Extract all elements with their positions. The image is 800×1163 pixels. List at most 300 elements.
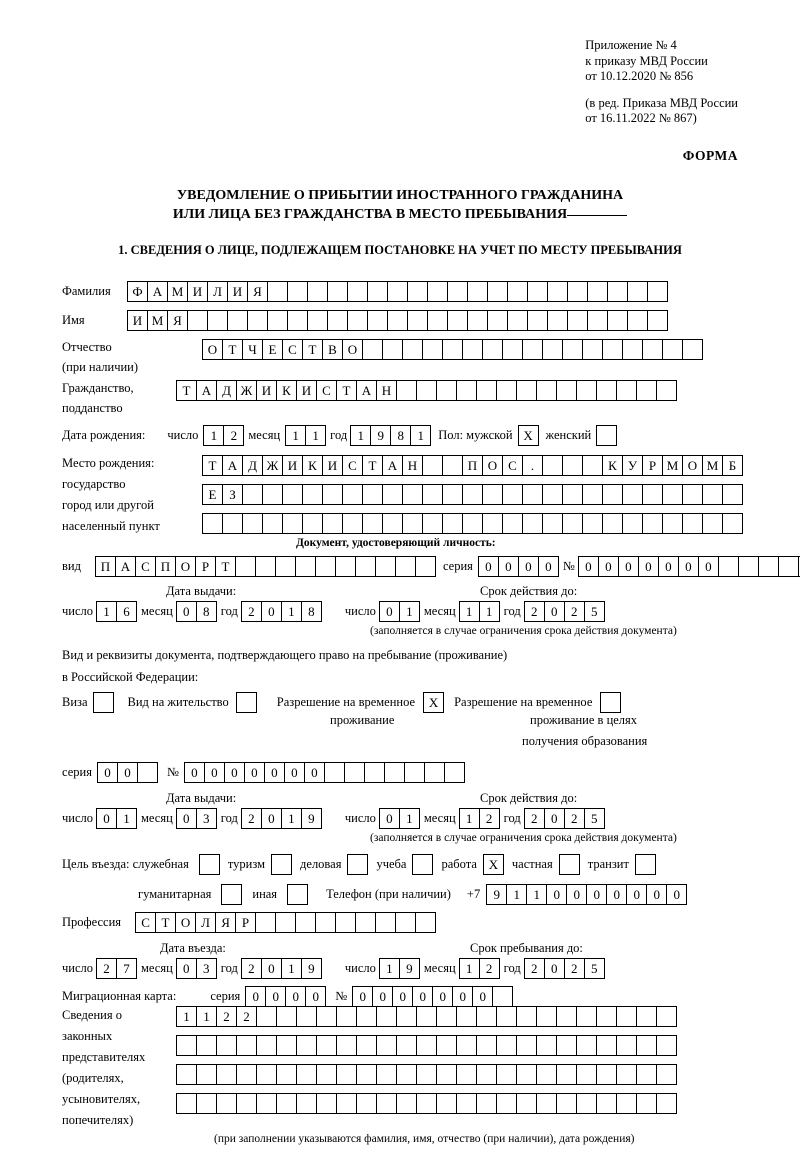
char-cell[interactable] <box>344 762 365 783</box>
char-cell[interactable]: 1 <box>281 601 302 622</box>
char-cell[interactable]: Д <box>242 455 263 476</box>
char-cell[interactable] <box>187 310 208 331</box>
char-cell[interactable] <box>758 556 779 577</box>
char-cell[interactable]: 5 <box>584 601 605 622</box>
char-cell[interactable]: 0 <box>97 762 118 783</box>
char-cell[interactable]: 1 <box>203 425 224 446</box>
char-cell[interactable]: 2 <box>524 958 545 979</box>
char-cell[interactable] <box>315 912 336 933</box>
char-cell[interactable]: 0 <box>305 986 326 1007</box>
birth-day-input[interactable] <box>203 425 243 446</box>
char-cell[interactable] <box>287 310 308 331</box>
char-cell[interactable] <box>602 484 623 505</box>
char-cell[interactable]: 0 <box>304 762 325 783</box>
char-cell[interactable] <box>647 281 668 302</box>
char-cell[interactable]: 5 <box>584 808 605 829</box>
char-cell[interactable]: С <box>316 380 337 401</box>
char-cell[interactable]: А <box>356 380 377 401</box>
char-cell[interactable] <box>402 484 423 505</box>
char-cell[interactable] <box>276 1093 297 1114</box>
char-cell[interactable] <box>322 484 343 505</box>
char-cell[interactable]: Ж <box>236 380 257 401</box>
char-cell[interactable] <box>622 484 643 505</box>
birth-year-input[interactable] <box>350 425 430 446</box>
char-cell[interactable] <box>227 310 248 331</box>
char-cell[interactable] <box>256 1035 277 1056</box>
char-cell[interactable] <box>436 1093 457 1114</box>
doc-issue-day-input[interactable] <box>96 601 136 622</box>
char-cell[interactable]: 1 <box>281 808 302 829</box>
char-cell[interactable]: 0 <box>606 884 627 905</box>
char-cell[interactable]: 9 <box>370 425 391 446</box>
char-cell[interactable] <box>364 762 385 783</box>
char-cell[interactable]: 0 <box>284 762 305 783</box>
char-cell[interactable] <box>536 1093 557 1114</box>
char-cell[interactable] <box>496 380 517 401</box>
char-cell[interactable] <box>456 380 477 401</box>
char-cell[interactable] <box>416 380 437 401</box>
entry-month-input[interactable] <box>176 958 216 979</box>
char-cell[interactable] <box>347 281 368 302</box>
char-cell[interactable] <box>596 1093 617 1114</box>
char-cell[interactable] <box>516 1093 537 1114</box>
char-cell[interactable] <box>362 484 383 505</box>
char-cell[interactable] <box>396 380 417 401</box>
char-cell[interactable] <box>702 484 723 505</box>
char-cell[interactable] <box>242 513 263 534</box>
char-cell[interactable] <box>516 1035 537 1056</box>
char-cell[interactable] <box>442 339 463 360</box>
char-cell[interactable]: А <box>222 455 243 476</box>
char-cell[interactable] <box>656 1093 677 1114</box>
char-cell[interactable]: 1 <box>350 425 371 446</box>
char-cell[interactable]: 1 <box>479 601 500 622</box>
char-cell[interactable] <box>576 1064 597 1085</box>
char-cell[interactable] <box>722 513 743 534</box>
char-cell[interactable]: 0 <box>544 958 565 979</box>
char-cell[interactable] <box>336 1006 357 1027</box>
char-cell[interactable] <box>682 339 703 360</box>
char-cell[interactable]: Т <box>155 912 176 933</box>
char-cell[interactable]: Т <box>202 455 223 476</box>
char-cell[interactable]: 2 <box>223 425 244 446</box>
char-cell[interactable]: 0 <box>96 808 117 829</box>
char-cell[interactable]: 0 <box>638 556 659 577</box>
char-cell[interactable]: 0 <box>204 762 225 783</box>
char-cell[interactable] <box>587 310 608 331</box>
char-cell[interactable]: 0 <box>538 556 559 577</box>
char-cell[interactable] <box>396 1035 417 1056</box>
char-cell[interactable] <box>176 1093 197 1114</box>
char-cell[interactable]: И <box>322 455 343 476</box>
char-cell[interactable]: И <box>282 455 303 476</box>
char-cell[interactable] <box>636 380 657 401</box>
char-cell[interactable]: 2 <box>564 601 585 622</box>
char-cell[interactable]: 1 <box>459 958 480 979</box>
char-cell[interactable]: О <box>202 339 223 360</box>
char-cell[interactable] <box>255 912 276 933</box>
char-cell[interactable] <box>342 484 363 505</box>
char-cell[interactable]: 0 <box>352 986 373 1007</box>
char-cell[interactable] <box>302 484 323 505</box>
char-cell[interactable]: 2 <box>564 958 585 979</box>
char-cell[interactable] <box>296 1064 317 1085</box>
birth-place-input-3[interactable] <box>202 513 742 534</box>
char-cell[interactable] <box>356 1093 377 1114</box>
char-cell[interactable]: 2 <box>241 808 262 829</box>
char-cell[interactable]: 8 <box>301 601 322 622</box>
char-cell[interactable] <box>556 1093 577 1114</box>
char-cell[interactable]: 0 <box>478 556 499 577</box>
char-cell[interactable] <box>476 1093 497 1114</box>
char-cell[interactable] <box>375 556 396 577</box>
char-cell[interactable]: 0 <box>472 986 493 1007</box>
char-cell[interactable] <box>242 484 263 505</box>
char-cell[interactable]: 1 <box>116 808 137 829</box>
char-cell[interactable] <box>567 310 588 331</box>
char-cell[interactable]: П <box>462 455 483 476</box>
entry-day-input[interactable] <box>96 958 136 979</box>
char-cell[interactable]: 1 <box>176 1006 197 1027</box>
char-cell[interactable] <box>375 912 396 933</box>
char-cell[interactable]: 0 <box>176 808 197 829</box>
char-cell[interactable] <box>576 1035 597 1056</box>
char-cell[interactable]: М <box>702 455 723 476</box>
char-cell[interactable]: С <box>135 912 156 933</box>
char-cell[interactable]: 0 <box>452 986 473 1007</box>
char-cell[interactable]: 0 <box>658 556 679 577</box>
char-cell[interactable] <box>396 1064 417 1085</box>
char-cell[interactable] <box>247 310 268 331</box>
stay-until-day-input[interactable] <box>379 958 419 979</box>
char-cell[interactable]: 1 <box>526 884 547 905</box>
char-cell[interactable] <box>556 1035 577 1056</box>
char-cell[interactable]: О <box>682 455 703 476</box>
char-cell[interactable]: 0 <box>224 762 245 783</box>
char-cell[interactable]: П <box>95 556 116 577</box>
char-cell[interactable] <box>702 513 723 534</box>
char-cell[interactable] <box>262 513 283 534</box>
char-cell[interactable] <box>556 1064 577 1085</box>
char-cell[interactable]: Я <box>167 310 188 331</box>
char-cell[interactable] <box>416 1093 437 1114</box>
char-cell[interactable] <box>482 484 503 505</box>
char-cell[interactable] <box>315 556 336 577</box>
char-cell[interactable] <box>176 1064 197 1085</box>
char-cell[interactable]: М <box>662 455 683 476</box>
char-cell[interactable] <box>447 281 468 302</box>
char-cell[interactable] <box>196 1093 217 1114</box>
char-cell[interactable] <box>402 339 423 360</box>
char-cell[interactable] <box>427 281 448 302</box>
char-cell[interactable]: 0 <box>392 986 413 1007</box>
char-cell[interactable] <box>656 1006 677 1027</box>
char-cell[interactable] <box>442 484 463 505</box>
char-cell[interactable] <box>496 1093 517 1114</box>
char-cell[interactable] <box>738 556 759 577</box>
char-cell[interactable]: 8 <box>196 601 217 622</box>
entry-year-input[interactable] <box>241 958 321 979</box>
char-cell[interactable]: 0 <box>261 958 282 979</box>
char-cell[interactable] <box>335 912 356 933</box>
birth-place-input-2[interactable] <box>202 484 742 505</box>
char-cell[interactable] <box>416 1064 437 1085</box>
char-cell[interactable] <box>456 1093 477 1114</box>
char-cell[interactable] <box>527 281 548 302</box>
char-cell[interactable] <box>516 1064 537 1085</box>
char-cell[interactable]: 0 <box>264 762 285 783</box>
char-cell[interactable] <box>236 1093 257 1114</box>
char-cell[interactable] <box>642 339 663 360</box>
char-cell[interactable]: 1 <box>459 601 480 622</box>
char-cell[interactable] <box>196 1064 217 1085</box>
char-cell[interactable] <box>262 484 283 505</box>
char-cell[interactable]: Т <box>176 380 197 401</box>
char-cell[interactable]: Я <box>247 281 268 302</box>
char-cell[interactable] <box>316 1093 337 1114</box>
char-cell[interactable] <box>327 310 348 331</box>
char-cell[interactable]: Т <box>336 380 357 401</box>
char-cell[interactable]: 0 <box>245 986 266 1007</box>
char-cell[interactable] <box>235 556 256 577</box>
char-cell[interactable]: 0 <box>184 762 205 783</box>
stay-valid-day-input[interactable] <box>379 808 419 829</box>
purpose-study-checkbox[interactable] <box>412 854 433 875</box>
migration-series-input[interactable] <box>245 986 325 1007</box>
char-cell[interactable] <box>267 281 288 302</box>
purpose-transit-checkbox[interactable] <box>635 854 656 875</box>
char-cell[interactable] <box>556 380 577 401</box>
char-cell[interactable] <box>456 1035 477 1056</box>
char-cell[interactable]: Д <box>216 380 237 401</box>
char-cell[interactable] <box>342 513 363 534</box>
char-cell[interactable] <box>376 1035 397 1056</box>
char-cell[interactable]: Ф <box>127 281 148 302</box>
char-cell[interactable] <box>582 455 603 476</box>
char-cell[interactable] <box>336 1093 357 1114</box>
char-cell[interactable]: 0 <box>244 762 265 783</box>
char-cell[interactable] <box>422 455 443 476</box>
char-cell[interactable] <box>642 484 663 505</box>
char-cell[interactable]: П <box>155 556 176 577</box>
sex-female-checkbox[interactable] <box>596 425 617 446</box>
char-cell[interactable] <box>436 1064 457 1085</box>
char-cell[interactable] <box>462 484 483 505</box>
char-cell[interactable] <box>536 380 557 401</box>
char-cell[interactable] <box>656 1064 677 1085</box>
stay-issue-year-input[interactable] <box>241 808 321 829</box>
char-cell[interactable]: 1 <box>96 601 117 622</box>
char-cell[interactable] <box>384 762 405 783</box>
char-cell[interactable]: 0 <box>379 808 400 829</box>
char-cell[interactable]: 9 <box>399 958 420 979</box>
char-cell[interactable]: А <box>115 556 136 577</box>
char-cell[interactable]: 0 <box>578 556 599 577</box>
char-cell[interactable]: 0 <box>372 986 393 1007</box>
char-cell[interactable] <box>616 1006 637 1027</box>
char-cell[interactable] <box>367 281 388 302</box>
legal-rep-input-1[interactable] <box>176 1006 676 1027</box>
doc-issue-month-input[interactable] <box>176 601 216 622</box>
char-cell[interactable]: 1 <box>410 425 431 446</box>
char-cell[interactable] <box>444 762 465 783</box>
char-cell[interactable] <box>582 484 603 505</box>
char-cell[interactable] <box>492 986 513 1007</box>
char-cell[interactable]: 0 <box>176 958 197 979</box>
char-cell[interactable]: 1 <box>281 958 302 979</box>
char-cell[interactable] <box>276 1035 297 1056</box>
char-cell[interactable] <box>404 762 425 783</box>
char-cell[interactable]: Н <box>402 455 423 476</box>
citizenship-input[interactable] <box>176 380 676 401</box>
char-cell[interactable]: К <box>602 455 623 476</box>
char-cell[interactable] <box>307 310 328 331</box>
char-cell[interactable]: С <box>502 455 523 476</box>
char-cell[interactable] <box>682 484 703 505</box>
char-cell[interactable] <box>656 380 677 401</box>
surname-input[interactable] <box>127 281 667 302</box>
char-cell[interactable]: 0 <box>432 986 453 1007</box>
char-cell[interactable]: 9 <box>486 884 507 905</box>
char-cell[interactable] <box>387 281 408 302</box>
char-cell[interactable] <box>356 1064 377 1085</box>
char-cell[interactable]: Е <box>202 484 223 505</box>
char-cell[interactable] <box>476 1006 497 1027</box>
char-cell[interactable] <box>356 1006 377 1027</box>
char-cell[interactable] <box>302 513 323 534</box>
char-cell[interactable] <box>602 513 623 534</box>
doc-kind-input[interactable] <box>95 556 435 577</box>
char-cell[interactable] <box>407 281 428 302</box>
char-cell[interactable] <box>316 1006 337 1027</box>
char-cell[interactable] <box>362 513 383 534</box>
char-cell[interactable]: М <box>167 281 188 302</box>
char-cell[interactable]: Ж <box>262 455 283 476</box>
char-cell[interactable] <box>576 1006 597 1027</box>
char-cell[interactable] <box>296 1093 317 1114</box>
char-cell[interactable] <box>622 339 643 360</box>
char-cell[interactable] <box>496 1006 517 1027</box>
name-input[interactable] <box>127 310 667 331</box>
char-cell[interactable] <box>602 339 623 360</box>
char-cell[interactable] <box>596 1035 617 1056</box>
char-cell[interactable]: А <box>147 281 168 302</box>
char-cell[interactable] <box>562 513 583 534</box>
char-cell[interactable]: В <box>322 339 343 360</box>
purpose-private-checkbox[interactable] <box>559 854 580 875</box>
char-cell[interactable] <box>422 513 443 534</box>
char-cell[interactable] <box>576 1093 597 1114</box>
char-cell[interactable]: К <box>276 380 297 401</box>
char-cell[interactable] <box>662 484 683 505</box>
char-cell[interactable]: 0 <box>265 986 286 1007</box>
char-cell[interactable] <box>336 1035 357 1056</box>
char-cell[interactable] <box>562 455 583 476</box>
char-cell[interactable] <box>522 513 543 534</box>
char-cell[interactable]: 0 <box>379 601 400 622</box>
char-cell[interactable] <box>296 1035 317 1056</box>
char-cell[interactable] <box>276 1006 297 1027</box>
char-cell[interactable] <box>282 513 303 534</box>
char-cell[interactable] <box>376 1006 397 1027</box>
char-cell[interactable] <box>502 339 523 360</box>
char-cell[interactable] <box>627 310 648 331</box>
char-cell[interactable] <box>287 281 308 302</box>
char-cell[interactable]: 0 <box>678 556 699 577</box>
stay-number-input[interactable] <box>184 762 464 783</box>
stay-valid-year-input[interactable] <box>524 808 604 829</box>
char-cell[interactable]: 0 <box>666 884 687 905</box>
char-cell[interactable] <box>442 513 463 534</box>
char-cell[interactable] <box>778 556 799 577</box>
char-cell[interactable] <box>395 556 416 577</box>
char-cell[interactable] <box>496 1035 517 1056</box>
char-cell[interactable] <box>467 281 488 302</box>
doc-valid-day-input[interactable] <box>379 601 419 622</box>
char-cell[interactable]: Р <box>235 912 256 933</box>
char-cell[interactable] <box>642 513 663 534</box>
stay-series-input[interactable] <box>97 762 157 783</box>
char-cell[interactable] <box>322 513 343 534</box>
char-cell[interactable] <box>662 513 683 534</box>
char-cell[interactable]: 6 <box>116 601 137 622</box>
legal-rep-input-4[interactable] <box>176 1093 676 1114</box>
char-cell[interactable]: Т <box>302 339 323 360</box>
char-cell[interactable] <box>296 1006 317 1027</box>
char-cell[interactable]: И <box>127 310 148 331</box>
purpose-work-checkbox[interactable]: X <box>483 854 504 875</box>
char-cell[interactable]: Т <box>215 556 236 577</box>
char-cell[interactable]: Л <box>195 912 216 933</box>
char-cell[interactable] <box>622 513 643 534</box>
char-cell[interactable]: Н <box>376 380 397 401</box>
phone-input[interactable] <box>486 884 686 905</box>
sex-male-checkbox[interactable]: X <box>518 425 539 446</box>
char-cell[interactable]: 1 <box>379 958 400 979</box>
char-cell[interactable]: 1 <box>399 601 420 622</box>
char-cell[interactable] <box>616 380 637 401</box>
char-cell[interactable] <box>462 513 483 534</box>
char-cell[interactable]: М <box>147 310 168 331</box>
char-cell[interactable] <box>196 1035 217 1056</box>
purpose-humanitarian-checkbox[interactable] <box>221 884 242 905</box>
doc-series-input[interactable] <box>478 556 558 577</box>
char-cell[interactable] <box>542 339 563 360</box>
purpose-business-checkbox[interactable] <box>347 854 368 875</box>
stay-until-year-input[interactable] <box>524 958 604 979</box>
char-cell[interactable] <box>607 310 628 331</box>
char-cell[interactable] <box>582 339 603 360</box>
char-cell[interactable] <box>422 339 443 360</box>
char-cell[interactable]: 0 <box>544 601 565 622</box>
char-cell[interactable] <box>607 281 628 302</box>
char-cell[interactable]: 2 <box>479 808 500 829</box>
char-cell[interactable] <box>662 339 683 360</box>
char-cell[interactable]: И <box>187 281 208 302</box>
char-cell[interactable]: 0 <box>498 556 519 577</box>
char-cell[interactable] <box>476 1035 497 1056</box>
char-cell[interactable]: 0 <box>618 556 639 577</box>
char-cell[interactable] <box>137 762 158 783</box>
char-cell[interactable] <box>542 455 563 476</box>
char-cell[interactable]: 0 <box>518 556 539 577</box>
char-cell[interactable] <box>336 1064 357 1085</box>
stay-valid-month-input[interactable] <box>459 808 499 829</box>
char-cell[interactable]: А <box>382 455 403 476</box>
char-cell[interactable]: Л <box>207 281 228 302</box>
char-cell[interactable] <box>516 380 537 401</box>
char-cell[interactable] <box>387 310 408 331</box>
